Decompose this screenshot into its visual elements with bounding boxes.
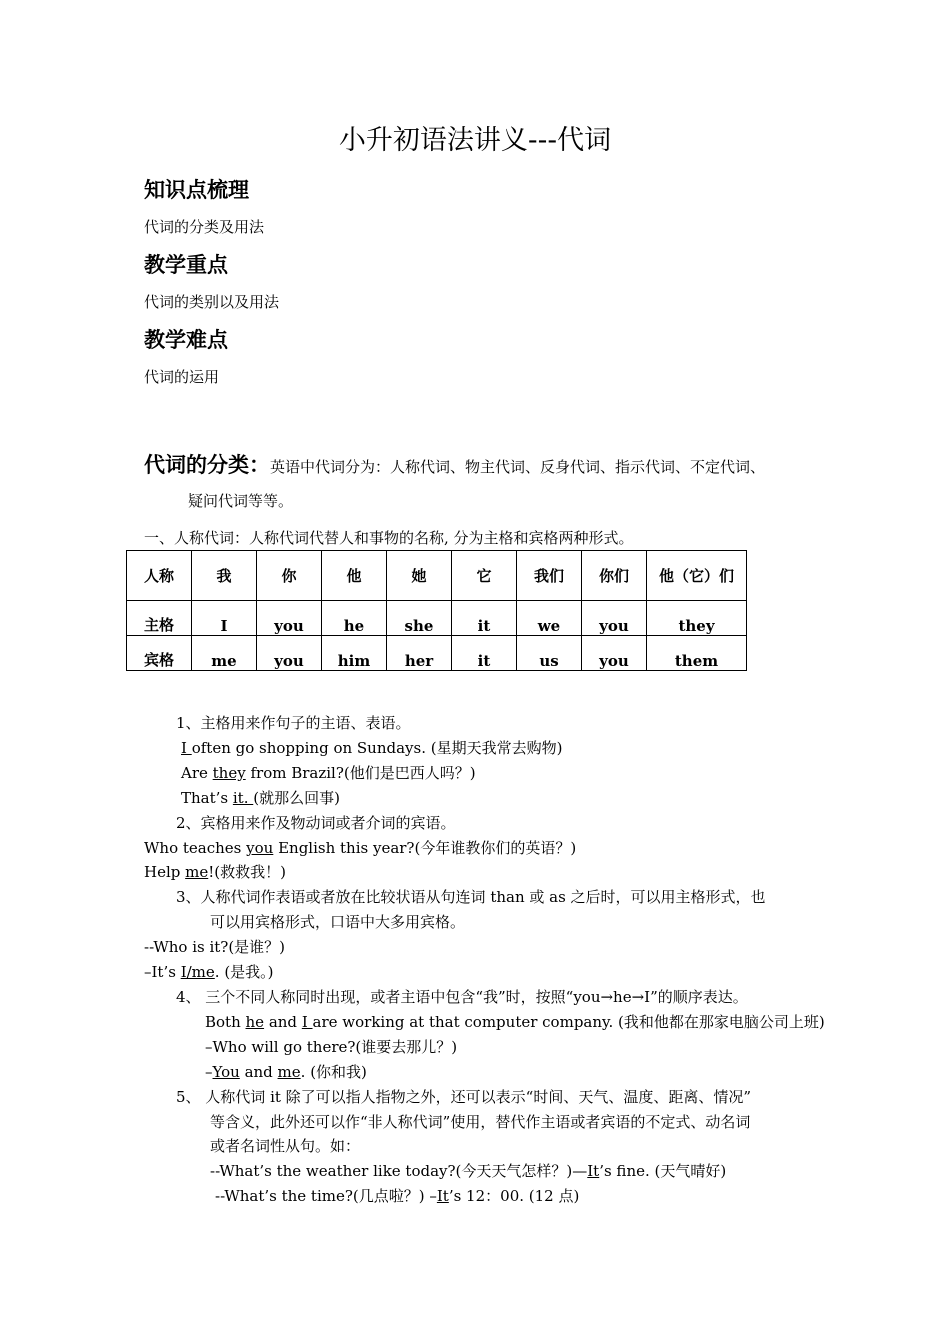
table-cell: they <box>647 601 747 636</box>
table-cell: 我们 <box>517 551 582 601</box>
table-cell: him <box>322 636 387 671</box>
table-cell: 他（它）们 <box>647 551 747 601</box>
table-cell: it <box>452 601 517 636</box>
table-cell: 它 <box>452 551 517 601</box>
section-body-difficulty: 代词的运用 <box>144 368 220 386</box>
example-3a: --Who is it?(是谁？) <box>144 938 286 956</box>
section-body-knowledge: 代词的分类及用法 <box>144 218 265 236</box>
example-2a: Who teaches you English this year?(今年谁教你们的英语？) <box>144 839 577 857</box>
table-cell: her <box>387 636 452 671</box>
table-cell: us <box>517 636 582 671</box>
rule-5-line-2: 等含义，此外还可以作“非人称代词”使用，替代作主语或者宾语的不定式、动名词 <box>210 1113 751 1131</box>
table-cell: it <box>452 636 517 671</box>
example-4a: Both he and I are working at that computer company. (我和他都在那家电脑公司上班) <box>205 1013 825 1031</box>
table-cell: you <box>582 636 647 671</box>
rule-1: 1、主格用来作句子的主语、表语。 <box>176 714 411 732</box>
rule-2: 2、宾格用来作及物动词或者介词的宾语。 <box>176 814 456 832</box>
table-cell: 你 <box>257 551 322 601</box>
example-5a: --What’s the weather like today?(今天天气怎样？)—It’s fine. (天气晴好) <box>210 1162 727 1180</box>
example-1c: That’s it. (就那么回事) <box>181 789 340 807</box>
table-cell: 我 <box>192 551 257 601</box>
table-cell: 主格 <box>127 601 192 636</box>
table-cell: me <box>192 636 257 671</box>
table-header-row <box>127 551 747 601</box>
rule-5-line-3: 或者名词性从句。如： <box>210 1137 361 1155</box>
example-2b: Help me!(救救我！) <box>144 863 286 881</box>
table-cell: 他 <box>322 551 387 601</box>
table-cell: she <box>387 601 452 636</box>
personal-pronoun-intro: 一、人称代词：人称代词代替人和事物的名称, 分为主格和宾格两种形式。 <box>144 529 634 547</box>
table-cell: you <box>257 636 322 671</box>
table-cell: you <box>582 601 647 636</box>
page-title: 小升初语法讲义---代词 <box>338 125 612 156</box>
classification-heading: 代词的分类： <box>144 453 270 477</box>
table-cell: I <box>192 601 257 636</box>
table-cell: you <box>257 601 322 636</box>
example-1a: I often go shopping on Sundays. (星期天我常去购物) <box>181 739 563 757</box>
table-cell: we <box>517 601 582 636</box>
rule-3-line-2: 可以用宾格形式，口语中大多用宾格。 <box>210 913 466 931</box>
classification-line-1 <box>144 451 765 481</box>
section-body-focus: 代词的类别以及用法 <box>144 293 280 311</box>
table-cell: 她 <box>387 551 452 601</box>
example-1b: Are they from Brazil?(他们是巴西人吗？) <box>181 764 476 782</box>
table-row-subject <box>127 601 747 636</box>
section-heading-focus: 教学重点 <box>144 253 228 277</box>
table-cell: he <box>322 601 387 636</box>
table-cell: them <box>647 636 747 671</box>
example-4b: –Who will go there?(谁要去那儿？) <box>205 1038 458 1056</box>
classification-text-1: 英语中代词分为：人称代词、物主代词、反身代词、指示代词、不定代词、 <box>270 458 766 476</box>
pronoun-table <box>126 550 747 671</box>
table-row-object <box>127 636 747 671</box>
example-4c: –You and me. (你和我) <box>205 1063 367 1081</box>
rule-3-line-1: 3、人称代词作表语或者放在比较状语从句连词 than 或 as 之后时，可以用主格形式，也 <box>176 888 766 906</box>
rule-5-line-1: 5、 人称代词 it 除了可以指人指物之外，还可以表示“时间、天气、温度、距离、情况” <box>176 1088 752 1106</box>
section-heading-difficulty: 教学难点 <box>144 328 228 352</box>
rule-4: 4、 三个不同人称同时出现，或者主语中包含“我”时，按照“you→he→I”的顺序表达。 <box>176 988 748 1006</box>
classification-line-2: 疑问代词等等。 <box>188 492 294 510</box>
section-heading-knowledge: 知识点梳理 <box>144 178 249 202</box>
example-3b: –It’s I/me. (是我。) <box>144 963 274 981</box>
table-cell: 人称 <box>127 551 192 601</box>
table-cell: 你们 <box>582 551 647 601</box>
example-5b: --What’s the time?(几点啦？) –It’s 12：00. (12 点) <box>215 1187 580 1205</box>
table-cell: 宾格 <box>127 636 192 671</box>
